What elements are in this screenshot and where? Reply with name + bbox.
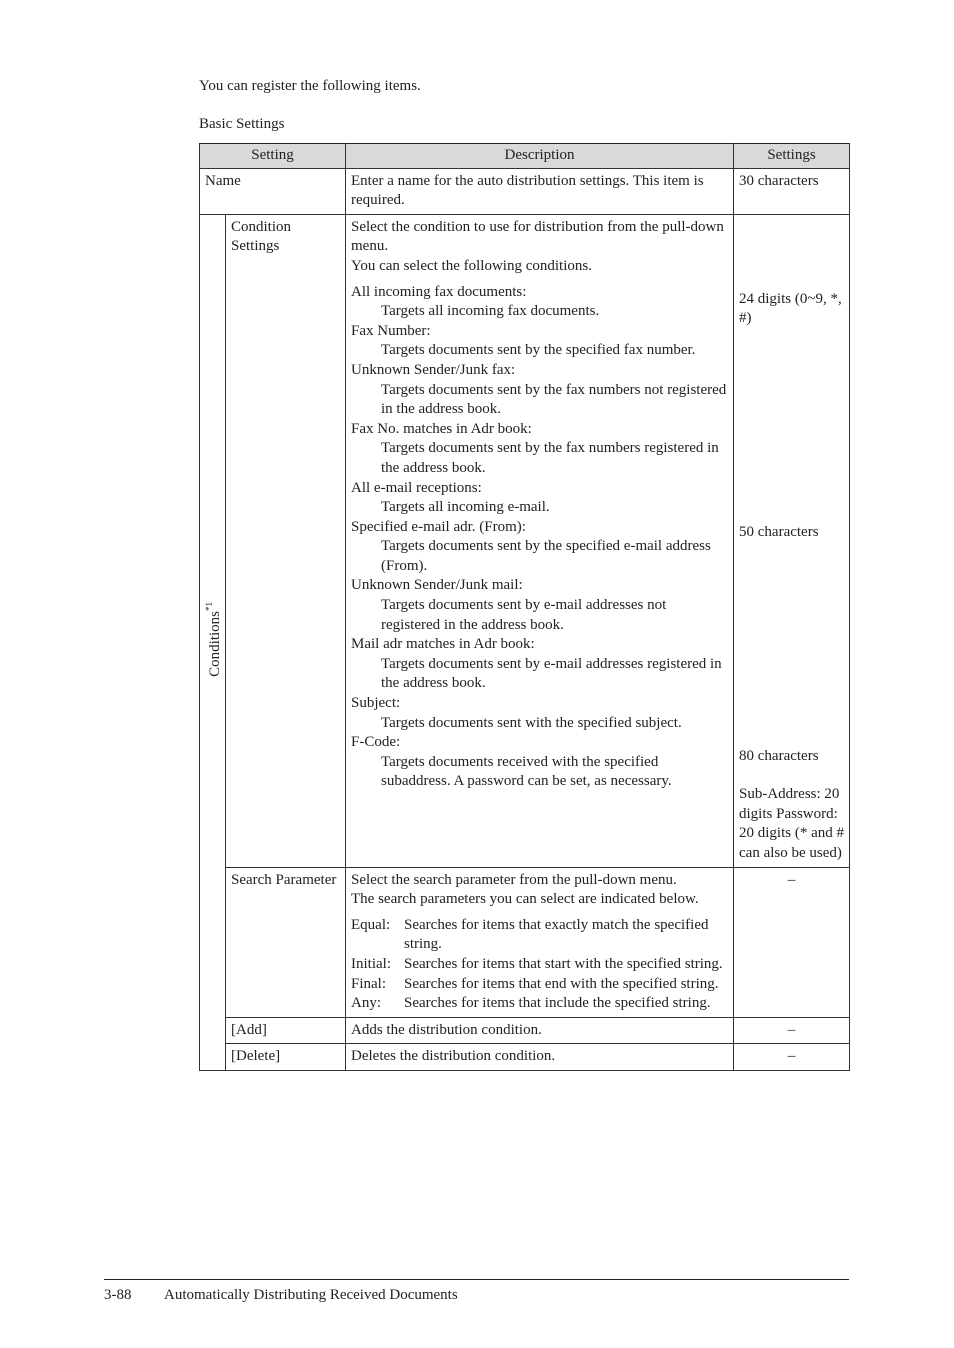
header-setting: Setting <box>200 144 346 169</box>
search-parameter-setting: Search Parameter <box>226 867 346 1017</box>
add-description: Adds the distribution condition. <box>346 1017 734 1044</box>
header-settings: Settings <box>734 144 850 169</box>
subject-setting: 80 characters <box>739 747 819 764</box>
search-intro-2: The search parameters you can select are indicated below. <box>351 891 699 908</box>
table-caption: Basic Settings <box>199 116 285 132</box>
list-item: All incoming fax documents: Targets all incoming fax documents. <box>351 283 600 320</box>
list-item: All e-mail receptions: Targets all incoming e-mail. <box>351 479 550 516</box>
conditions-label: Conditions <box>207 610 223 677</box>
footer-title: Automatically Distributing Received Documents <box>164 1287 458 1303</box>
condition-intro-2: You can select the following conditions. <box>351 257 592 274</box>
condition-settings-settings <box>734 214 850 867</box>
list-item: Fax No. matches in Adr book: Targets documents sent by the fax numbers registered in the address book. <box>351 420 719 476</box>
list-item: Unknown Sender/Junk mail: Targets documents sent by e-mail addresses not registered in the address book. <box>351 577 667 633</box>
basic-settings-table <box>199 143 850 1071</box>
table-row-name <box>200 168 850 214</box>
list-item: Specified e-mail adr. (From): Targets documents sent by the specified e-mail address (From). <box>351 518 711 574</box>
search-parameter-description <box>346 867 734 1017</box>
fcode-setting: Sub-Address: 20 digits Password: 20 digits (* and # can also be used) <box>739 786 845 861</box>
list-item: F-Code: Targets documents received with the specified subaddress. A password can be set, as necessary. <box>351 734 672 790</box>
delete-settings: – <box>734 1044 850 1071</box>
table-header-row <box>200 144 850 169</box>
delete-setting: [Delete] <box>226 1044 346 1071</box>
email-setting: 50 characters <box>739 523 819 540</box>
list-item: Any: Searches for items that include the specified string. <box>351 995 711 1012</box>
search-intro-1: Select the search parameter from the pull-down menu. <box>351 871 677 888</box>
conditions-group-label <box>200 214 226 1070</box>
condition-intro-1: Select the condition to use for distribution from the pull-down menu. <box>351 218 724 255</box>
name-settings: 30 characters <box>734 168 850 214</box>
table-row-condition-settings <box>200 214 850 867</box>
header-description: Description <box>346 144 734 169</box>
search-parameter-settings: – <box>734 867 850 1017</box>
footer-divider <box>104 1279 849 1280</box>
add-setting: [Add] <box>226 1017 346 1044</box>
list-item: Subject: Targets documents sent with the specified subject. <box>351 695 682 731</box>
table-row-delete <box>200 1044 850 1071</box>
name-setting: Name <box>200 168 346 214</box>
list-item: Initial: Searches for items that start with the specified string. <box>351 955 723 972</box>
name-description: Enter a name for the auto distribution settings. This item is required. <box>346 168 734 214</box>
list-item: Mail adr matches in Adr book: Targets documents sent by e-mail addresses registered in the address book. <box>351 636 722 692</box>
table-row-search-parameter <box>200 867 850 1017</box>
add-settings: – <box>734 1017 850 1044</box>
intro-text: You can register the following items. <box>199 78 421 94</box>
list-item: Fax Number: Targets documents sent by the specified fax number. <box>351 322 696 359</box>
list-item: Unknown Sender/Junk fax: Targets documents sent by the fax numbers not registered in the address book. <box>351 361 727 418</box>
fax-number-setting: 24 digits (0~9, *, #) <box>739 290 842 327</box>
list-item: Equal: Searches for items that exactly match the specified string. <box>351 916 709 953</box>
condition-settings-setting: Condition Settings <box>226 214 346 867</box>
condition-settings-description <box>346 214 734 867</box>
table-row-add <box>200 1017 850 1044</box>
conditions-footnote: *1 <box>204 601 214 611</box>
page-number: 3-88 <box>104 1287 132 1303</box>
delete-description: Deletes the distribution condition. <box>346 1044 734 1071</box>
list-item: Final: Searches for items that end with the specified string. <box>351 975 719 992</box>
